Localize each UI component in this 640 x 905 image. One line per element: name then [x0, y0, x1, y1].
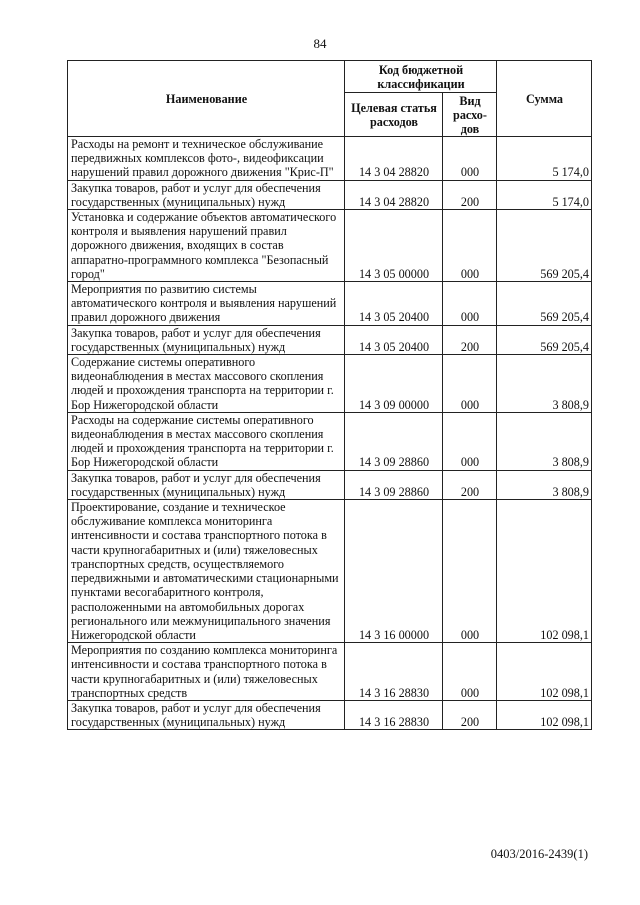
- table-row: [68, 325, 592, 354]
- row-target-item-cell: 14 3 05 20400: [345, 325, 443, 354]
- table-row: [68, 180, 592, 209]
- table-row: [68, 210, 592, 282]
- header-amount: Сумма: [497, 61, 592, 137]
- row-expense-type-cell: 200: [443, 470, 497, 499]
- row-expense-type-cell: 000: [443, 210, 497, 282]
- row-expense-type-cell: 000: [443, 500, 497, 643]
- row-amount-cell: 5 174,0: [497, 137, 592, 181]
- row-name-cell: Расходы на содержание системы оперативного видеонаблюдения в местах массового скопления людей и прохождения транспорта на территории г. Бор Нижегородской области: [68, 412, 345, 470]
- row-name-cell: Проектирование, создание и техническое обслуживание комплекса мониторинга интенсивности и состава транспортного потока в части крупногабаритных и (или) тяжеловесных транспортных средств, осуществляемого передвижными и автоматическими стационарными пунктами весогабаритного контроля, расположенными на автомобильных дорогах регионального или межмуниципального значения Нижегородской области: [68, 500, 345, 643]
- row-amount-cell: 102 098,1: [497, 700, 592, 729]
- row-name-cell: Расходы на ремонт и техническое обслуживание передвижных комплексов фото-, видеофиксации нарушений правил дорожного движения "Крис-П": [68, 137, 345, 181]
- header-target-item: Целевая статья расходов: [345, 93, 443, 137]
- row-target-item-cell: 14 3 09 00000: [345, 355, 443, 413]
- row-name-cell: Закупка товаров, работ и услуг для обеспечения государственных (муниципальных) нужд: [68, 325, 345, 354]
- row-name-cell: Закупка товаров, работ и услуг для обеспечения государственных (муниципальных) нужд: [68, 180, 345, 209]
- row-expense-type-cell: 000: [443, 355, 497, 413]
- row-amount-cell: 102 098,1: [497, 500, 592, 643]
- header-expense-type: Вид расхо-дов: [443, 93, 497, 137]
- header-code-group: Код бюджетной классификации: [345, 61, 497, 93]
- row-name-cell: Закупка товаров, работ и услуг для обеспечения государственных (муниципальных) нужд: [68, 470, 345, 499]
- row-amount-cell: 569 205,4: [497, 325, 592, 354]
- page-number: 84: [313, 36, 327, 51]
- row-name-cell: Мероприятия по созданию комплекса мониторинга интенсивности и состава транспортного потока в части крупногабаритных и (или) тяжеловесных транспортных средств: [68, 643, 345, 701]
- table-row: [68, 412, 592, 470]
- row-amount-cell: 3 808,9: [497, 470, 592, 499]
- table-row: [68, 282, 592, 326]
- row-expense-type-cell: 000: [443, 282, 497, 326]
- row-amount-cell: 569 205,4: [497, 282, 592, 326]
- row-expense-type-cell: 000: [443, 643, 497, 701]
- row-amount-cell: 5 174,0: [497, 180, 592, 209]
- row-name-cell: Закупка товаров, работ и услуг для обеспечения государственных (муниципальных) нужд: [68, 700, 345, 729]
- table-header: [68, 61, 592, 137]
- table-row: [68, 500, 592, 643]
- row-target-item-cell: 14 3 16 28830: [345, 643, 443, 701]
- row-amount-cell: 3 808,9: [497, 412, 592, 470]
- table-row: [68, 355, 592, 413]
- row-name-cell: Установка и содержание объектов автоматического контроля и выявления нарушений правил дорожного движения, входящих в состав аппаратно-программного комплекса "Безопасный город": [68, 210, 345, 282]
- row-target-item-cell: 14 3 09 28860: [345, 412, 443, 470]
- row-target-item-cell: 14 3 05 00000: [345, 210, 443, 282]
- row-amount-cell: 3 808,9: [497, 355, 592, 413]
- row-target-item-cell: 14 3 09 28860: [345, 470, 443, 499]
- row-expense-type-cell: 200: [443, 700, 497, 729]
- row-expense-type-cell: 000: [443, 412, 497, 470]
- row-amount-cell: 102 098,1: [497, 643, 592, 701]
- row-target-item-cell: 14 3 05 20400: [345, 282, 443, 326]
- row-expense-type-cell: 200: [443, 180, 497, 209]
- table-body: [68, 137, 592, 730]
- row-name-cell: Мероприятия по развитию системы автоматического контроля и выявления нарушений правил дорожного движения: [68, 282, 345, 326]
- row-expense-type-cell: 000: [443, 137, 497, 181]
- table-row: [68, 700, 592, 729]
- row-target-item-cell: 14 3 16 28830: [345, 700, 443, 729]
- table-row: [68, 470, 592, 499]
- document-code: 0403/2016-2439(1): [490, 847, 588, 861]
- header-name: Наименование: [68, 61, 345, 137]
- row-target-item-cell: 14 3 16 00000: [345, 500, 443, 643]
- row-name-cell: Содержание системы оперативного видеонаблюдения в местах массового скопления людей и прохождения транспорта на территории г. Бор Нижегородской области: [68, 355, 345, 413]
- row-expense-type-cell: 200: [443, 325, 497, 354]
- budget-table: [67, 60, 592, 730]
- row-target-item-cell: 14 3 04 28820: [345, 137, 443, 181]
- table-row: [68, 643, 592, 701]
- row-amount-cell: 569 205,4: [497, 210, 592, 282]
- row-target-item-cell: 14 3 04 28820: [345, 180, 443, 209]
- table-row: [68, 137, 592, 181]
